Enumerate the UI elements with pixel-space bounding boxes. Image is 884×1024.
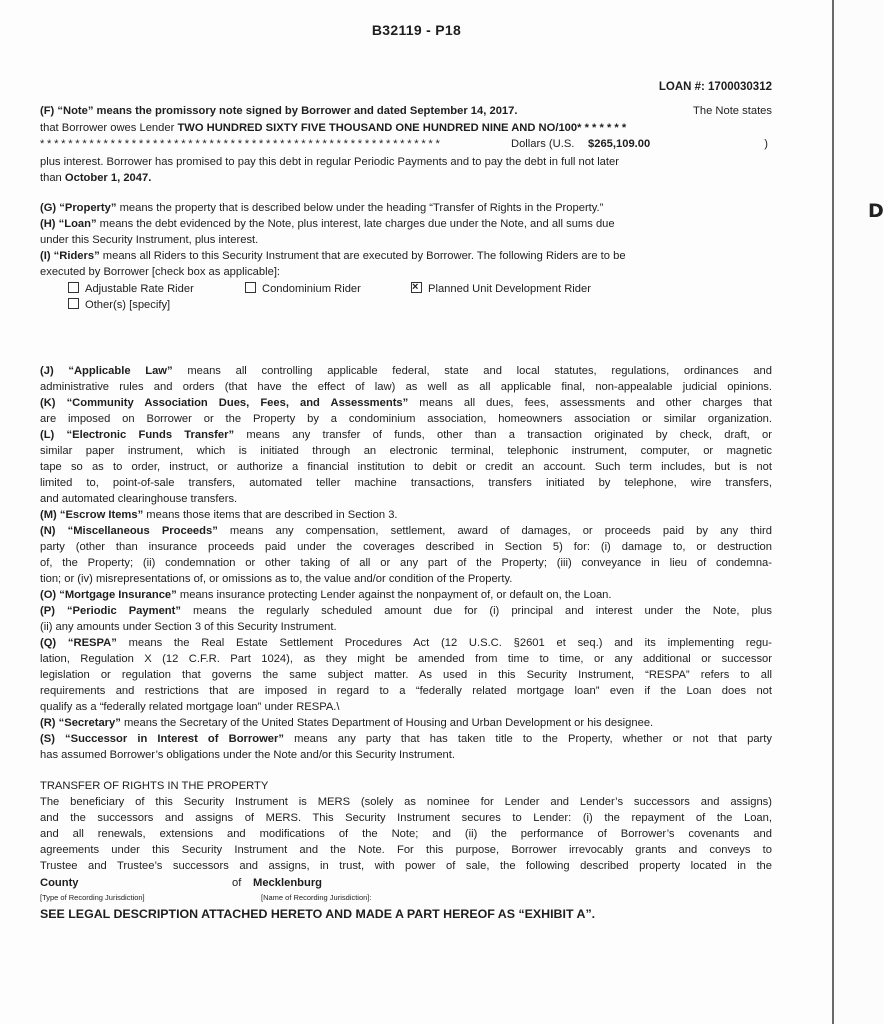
maturity-date: October 1, 2047. bbox=[64, 172, 152, 184]
rider-condominium[interactable] bbox=[245, 281, 361, 297]
page-header: B32119 - P18 bbox=[371, 22, 462, 38]
loan-definition bbox=[40, 216, 772, 232]
note-line-4: plus interest. Borrower has promised to pay this debt in regular Periodic Payments and to pay the debt in full not later bbox=[40, 156, 619, 168]
misc-proceeds-term: (N) “Miscellaneous Proceeds” bbox=[40, 525, 218, 537]
legal-description-notice: SEE LEGAL DESCRIPTION ATTACHED HERETO AND MADE A PART HEREOF AS “EXHIBIT A”. bbox=[40, 907, 596, 921]
escrow-items-line bbox=[40, 507, 772, 523]
rider-label: Condominium Rider bbox=[262, 283, 361, 295]
page-divider bbox=[832, 0, 834, 1024]
eft-line-3: tape so as to order, instruct, or authorize a financial institution to debit or credit an account. Such term includes, but is not bbox=[40, 461, 772, 473]
transfer-line-4: agreements under this Security Instrument and the Note. For this purpose, Borrower irrevocably grants and conveys to bbox=[40, 844, 772, 856]
type-of-jurisdiction-label: [Type of Recording Jurisdiction] bbox=[40, 893, 145, 902]
eft-term: (L) “Electronic Funds Transfer” bbox=[40, 429, 235, 441]
note-line-1 bbox=[40, 103, 772, 119]
rider-label: Planned Unit Development Rider bbox=[428, 283, 591, 295]
respa-line-1 bbox=[40, 635, 772, 651]
community-dues-line-1 bbox=[40, 395, 772, 411]
transfer-heading: TRANSFER OF RIGHTS IN THE PROPERTY bbox=[40, 780, 269, 792]
rider-options-row-1 bbox=[68, 281, 668, 297]
note-definition-start: (F) “Note” means the promissory note signed by Borrower and dated bbox=[40, 105, 410, 117]
note-line-5 bbox=[40, 170, 772, 186]
definition-text: means insurance protecting Lender against the nonpayment of, or default on, the Loan. bbox=[176, 589, 612, 601]
riders-term: (I) “Riders” bbox=[40, 250, 100, 262]
of-text: of bbox=[232, 877, 242, 889]
riders-definition-line-2: executed by Borrower [check box as applicable]: bbox=[40, 266, 281, 278]
jurisdiction-labels bbox=[40, 892, 772, 904]
definition-text: means any compensation, settlement, award of damages, or proceeds paid by any third bbox=[217, 525, 772, 537]
riders-text: means all Riders to this Security Instrument that are executed by Borrower. The following Riders are to be bbox=[99, 250, 626, 262]
rider-label: Adjustable Rate Rider bbox=[85, 283, 194, 295]
periodic-payment-line-1 bbox=[40, 603, 772, 619]
rider-options-row-2 bbox=[68, 297, 668, 313]
community-dues-term: (K) “Community Association Dues, Fees, and Assessments” bbox=[40, 397, 409, 409]
note-line-2 bbox=[40, 120, 772, 136]
eft-line-1 bbox=[40, 427, 772, 443]
transfer-line-1: The beneficiary of this Security Instrument is MERS (solely as nominee for Lender and Lender’s successors and assigns) bbox=[40, 796, 772, 808]
amount-in-figures: $265,109.00 bbox=[588, 138, 651, 150]
transfer-line-2: and the successors and assigns of MERS. This Security Instrument secures to Lender: (i) the repayment of the Loan, bbox=[40, 812, 772, 824]
jurisdiction-name: Mecklenburg bbox=[253, 877, 323, 889]
property-text: means the property that is described below under the heading “Transfer of Rights in the Property.” bbox=[116, 202, 604, 214]
eft-line-4: limited to, point-of-sale transfers, automated teller machine transactions, transfers initiated by telephone, wire transfers, bbox=[40, 477, 772, 489]
name-of-jurisdiction-label: [Name of Recording Jurisdiction]: bbox=[261, 893, 372, 902]
amount-in-words: TWO HUNDRED SIXTY FIVE THOUSAND ONE HUNDRED NINE AND NO/100* * * * * * * bbox=[177, 122, 627, 134]
note-states-text: The Note states bbox=[693, 105, 772, 117]
secretary-term: (R) “Secretary” bbox=[40, 717, 121, 729]
applicable-law-term: (J) “Applicable Law” bbox=[40, 365, 173, 377]
mortgage-insurance-term: (O) “Mortgage Insurance” bbox=[40, 589, 177, 601]
closing-paren: ) bbox=[764, 138, 768, 150]
definition-text: means all dues, fees, assessments and other charges that bbox=[408, 397, 772, 409]
note-line-3 bbox=[40, 136, 772, 152]
respa-line-5: qualify as a “federally related mortgage loan” under RESPA.\ bbox=[40, 701, 340, 713]
checkbox-condominium-rider[interactable] bbox=[245, 282, 256, 293]
transfer-line-3: and all renewals, extensions and modifications of the Note; and (ii) the performance of Borrower’s covenants and bbox=[40, 828, 772, 840]
definition-text: means the Secretary of the United States Department of Housing and Urban Development or his designee. bbox=[120, 717, 654, 729]
applicable-law-line-1 bbox=[40, 363, 772, 379]
checkbox-planned-unit-development-rider[interactable] bbox=[411, 282, 422, 293]
loan-text: means the debt evidenced by the Note, plus interest, late charges due under the Note, and all sums due bbox=[96, 218, 615, 230]
respa-line-4: requirements and restrictions that are imposed in regard to a “federally related mortgage loan” even if the Loan does not bbox=[40, 685, 772, 697]
checkbox-adjustable-rate-rider[interactable] bbox=[68, 282, 79, 293]
respa-line-3: legislation or regulation that governs the same subject matter. As used in this Security Instrument, “RESPA” refers to all bbox=[40, 669, 772, 681]
definition-text: means the Real Estate Settlement Procedures Act (12 U.S.C. §2601 et seq.) and its implementing regu- bbox=[116, 637, 772, 649]
misc-proceeds-line-2: party (other than insurance proceeds paid under the coverages described in Section 5) for: (i) damage to, or destruction bbox=[40, 541, 772, 553]
property-term: (G) “Property” bbox=[40, 202, 117, 214]
rider-label: Other(s) [specify] bbox=[85, 299, 171, 311]
mortgage-insurance-line bbox=[40, 587, 772, 603]
eft-line-5: and automated clearinghouse transfers. bbox=[40, 493, 238, 505]
transfer-line-5: Trustee and Trustee’s successors and assigns, in trust, with power of sale, the following described property located in the bbox=[40, 860, 772, 872]
secretary-line bbox=[40, 715, 772, 731]
definition-text: means any transfer of funds, other than a transaction originated by check, draft, or bbox=[234, 429, 772, 441]
respa-term: (Q) “RESPA” bbox=[40, 637, 117, 649]
successor-term: (S) “Successor in Interest of Borrower” bbox=[40, 733, 284, 745]
respa-line-2: lation, Regulation X (12 C.F.R. Part 1024), as they might be amended from time to time, or any additional or successor bbox=[40, 653, 772, 665]
periodic-payment-term: (P) “Periodic Payment” bbox=[40, 605, 181, 617]
eft-line-2: similar paper instrument, which is initiated through an electronic terminal, telephonic instrument, computer, or magnetic bbox=[40, 445, 772, 457]
rider-other[interactable] bbox=[68, 299, 170, 311]
misc-proceeds-line-1 bbox=[40, 523, 772, 539]
riders-definition bbox=[40, 248, 772, 264]
loan-definition-line-2: under this Security Instrument, plus interest. bbox=[40, 234, 259, 246]
successor-line-2: has assumed Borrower’s obligations under the Note and/or this Security Instrument. bbox=[40, 749, 455, 761]
definition-text: means the regularly scheduled amount due for (i) principal and interest under the Note, plus bbox=[180, 605, 772, 617]
jurisdiction-line bbox=[40, 875, 772, 891]
rider-planned-unit-development[interactable] bbox=[411, 281, 591, 297]
successor-line-1 bbox=[40, 731, 772, 747]
escrow-items-term: (M) “Escrow Items” bbox=[40, 509, 144, 521]
misc-proceeds-line-4: tion; or (iv) misrepresentations of, or omissions as to, the value and/or condition of the Property. bbox=[40, 573, 513, 585]
than-text: than bbox=[40, 172, 65, 184]
loan-term: (H) “Loan” bbox=[40, 218, 97, 230]
definition-text: means those items that are described in Section 3. bbox=[143, 509, 398, 521]
checkbox-other-rider[interactable] bbox=[68, 298, 79, 309]
adjacent-page-letter: D bbox=[868, 200, 884, 222]
loan-number: LOAN #: 1700030312 bbox=[658, 81, 772, 93]
community-dues-line-2: are imposed on Borrower or the Property by a condominium association, homeowners association or similar organization. bbox=[40, 413, 772, 425]
applicable-law-line-2: administrative rules and orders (that have the effect of law) as well as all applicable final, non-appealable judicial opinions. bbox=[40, 381, 772, 393]
asterisk-fill: * * * * * * * * * * * * * * * * * * * * * * * * * * * * * * * * * * * * * * * * * * * * * * * * * * * * * * * * * bbox=[40, 138, 440, 150]
owes-lender-text: that Borrower owes Lender bbox=[40, 122, 178, 134]
definition-text: means any party that has taken title to the Property, whether or not that party bbox=[283, 733, 772, 745]
note-date: September 14, 2017. bbox=[409, 105, 518, 117]
jurisdiction-type: County bbox=[40, 877, 79, 889]
definition-text: means all controlling applicable federal, state and local statutes, regulations, ordinances and bbox=[172, 365, 772, 377]
property-definition bbox=[40, 200, 772, 216]
rider-adjustable-rate[interactable] bbox=[68, 283, 194, 295]
misc-proceeds-line-3: of, the Property; (ii) condemnation or other taking of all or any part of the Property; (iii) conveyance in lieu of condemna- bbox=[40, 557, 772, 569]
dollars-label: Dollars (U.S. bbox=[508, 136, 574, 152]
periodic-payment-line-2: (ii) any amounts under Section 3 of this Security Instrument. bbox=[40, 621, 337, 633]
